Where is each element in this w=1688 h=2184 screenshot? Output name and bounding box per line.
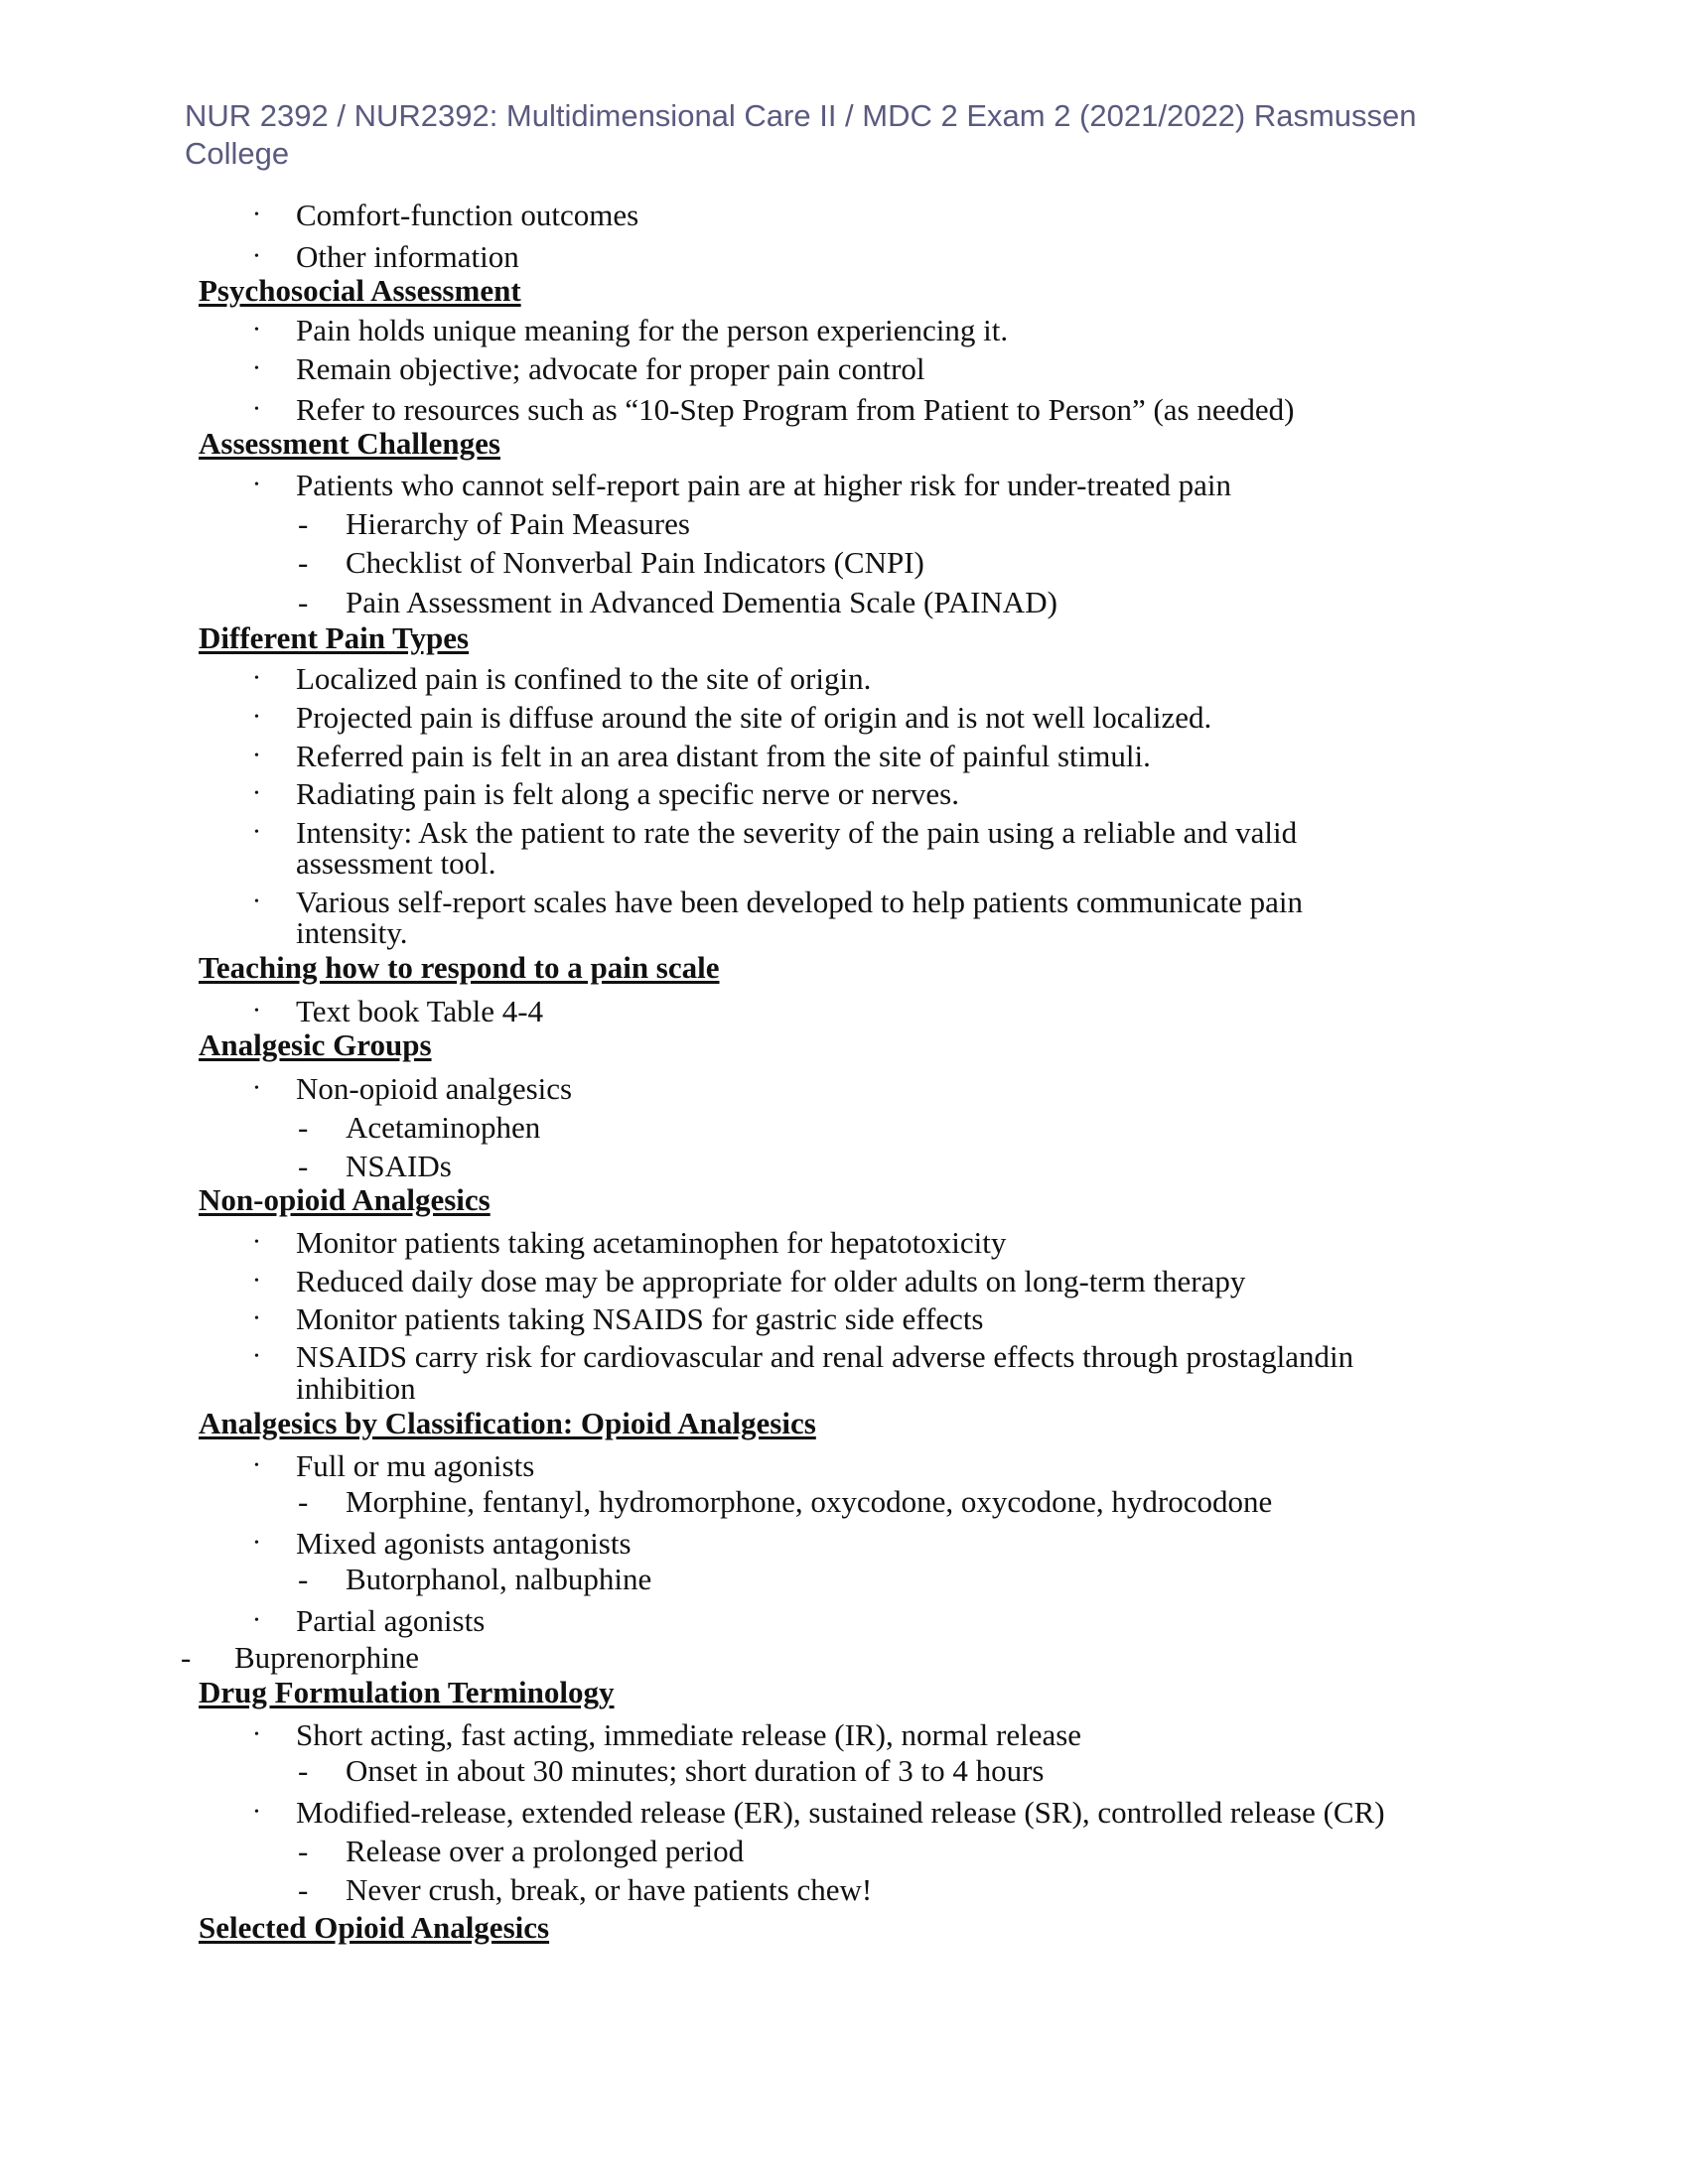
bullet-item: • Refer to resources such as “10-Step Program from Patient to Person” (as needed)	[296, 393, 1294, 427]
bullet-continuation: inhibition	[296, 1371, 416, 1406]
dash-item: - Buprenorphine	[234, 1641, 419, 1675]
dash-item: - Hierarchy of Pain Measures	[346, 507, 690, 541]
bullet-item: • Monitor patients taking acetaminophen for hepatotoxicity	[296, 1226, 1006, 1260]
bullet-item: • Modified-release, extended release (ER), sustained release (SR), controlled release (CR)	[296, 1796, 1385, 1830]
bullet-item: • Reduced daily dose may be appropriate for older adults on long-term therapy	[296, 1265, 1245, 1298]
bullet-item: • Partial agonists	[296, 1604, 485, 1638]
bullet-item: • Non-opioid analgesics	[296, 1072, 572, 1106]
dash-item: - Checklist of Nonverbal Pain Indicators (CNPI)	[346, 546, 924, 580]
bullet-item: • Projected pain is diffuse around the site of origin and is not well localized.	[296, 701, 1211, 735]
section-heading: Drug Formulation Terminology	[199, 1675, 615, 1709]
bullet-item: • Patients who cannot self-report pain are at higher risk for under-treated pain	[296, 469, 1231, 502]
bullet-item: • Referred pain is felt in an area distant from the site of painful stimuli.	[296, 740, 1151, 773]
bullet-item: • Mixed agonists antagonists	[296, 1527, 632, 1561]
section-heading: Different Pain Types	[199, 620, 470, 655]
bullet-item: • Comfort-function outcomes	[296, 199, 638, 232]
dash-item: - Pain Assessment in Advanced Dementia Scale (PAINAD)	[346, 586, 1057, 619]
section-heading: Non-opioid Analgesics	[199, 1182, 491, 1217]
dash-item: - NSAIDs	[346, 1150, 452, 1183]
bullet-item: • Short acting, fast acting, immediate release (IR), normal release	[296, 1718, 1081, 1752]
bullet-item: • Localized pain is confined to the site of origin.	[296, 662, 871, 696]
bullet-continuation: assessment tool.	[296, 846, 496, 881]
section-heading: Analgesic Groups	[199, 1027, 432, 1062]
bullet-item: • Various self-report scales have been developed to help patients communicate pain	[296, 886, 1303, 919]
page-header-title: NUR 2392 / NUR2392: Multidimensional Care II / MDC 2 Exam 2 (2021/2022) Rasmussen College	[185, 98, 1417, 171]
bullet-continuation: intensity.	[296, 915, 408, 950]
bullet-item: • Other information	[296, 240, 519, 274]
bullet-item: • Monitor patients taking NSAIDS for gastric side effects	[296, 1302, 984, 1336]
dash-item: - Release over a prolonged period	[346, 1835, 744, 1868]
dash-item: - Morphine, fentanyl, hydromorphone, oxycodone, oxycodone, hydrocodone	[346, 1485, 1272, 1519]
section-heading: Selected Opioid Analgesics	[199, 1910, 550, 1945]
section-heading: Psychosocial Assessment	[199, 273, 521, 308]
dash-item: - Onset in about 30 minutes; short duration of 3 to 4 hours	[346, 1754, 1044, 1788]
bullet-item: • Remain objective; advocate for proper pain control	[296, 352, 925, 386]
bullet-item: • NSAIDS carry risk for cardiovascular and renal adverse effects through prostaglandin	[296, 1340, 1353, 1374]
dash-item: - Butorphanol, nalbuphine	[346, 1563, 651, 1596]
bullet-item: • Pain holds unique meaning for the person experiencing it.	[296, 314, 1008, 347]
section-heading: Analgesics by Classification: Opioid Analgesics	[199, 1406, 816, 1440]
section-heading: Teaching how to respond to a pain scale	[199, 950, 720, 985]
bullet-item: • Full or mu agonists	[296, 1449, 534, 1483]
bullet-item: • Radiating pain is felt along a specific nerve or nerves.	[296, 777, 959, 811]
bullet-item: • Intensity: Ask the patient to rate the severity of the pain using a reliable and valid	[296, 816, 1297, 850]
bullet-item: • Text book Table 4-4	[296, 995, 543, 1028]
dash-item: - Acetaminophen	[346, 1111, 540, 1145]
dash-item: - Never crush, break, or have patients chew!	[346, 1873, 872, 1907]
section-heading: Assessment Challenges	[199, 426, 500, 461]
